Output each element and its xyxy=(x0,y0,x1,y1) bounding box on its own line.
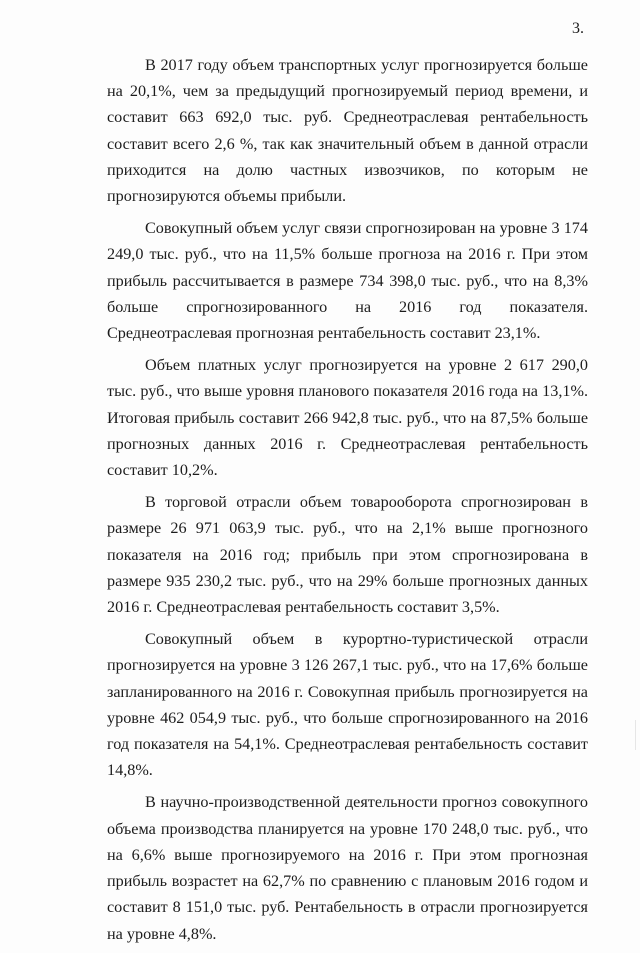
paragraph-transport: В 2017 году объем транспортных услуг прогнозируется больше на 20,1%, чем за предыдущий прогнозируемый период времени, и составит 663 692,0 тыс. руб. Среднеотраслевая рентабельность составит всего 2,6 %, так как значительный объем в данной отрасли приходится на долю частных извозчиков, по которым не прогнозируются объемы прибыли. xyxy=(107,56,588,206)
paragraph-communications: Совокупный объем услуг связи спрогнозирован на уровне 3 174 249,0 тыс. руб., что на 11,5% больше прогноза на 2016 г. При этом прибыль рассчитывается в размере 734 398,0 тыс. руб., что на 8,3% больше спрогнозированного на 2016 год показателя. Среднеотраслевая прогнозная рентабельность составит 23,1%. xyxy=(107,219,588,343)
paragraph-paid-services: Объем платных услуг прогнозируется на уровне 2 617 290,0 тыс. руб., что выше уровня планового показателя 2016 года на 13,1%. Итоговая прибыль составит 266 942,8 тыс. руб., что на 87,5% больше прогнозных данных 2016 г. Среднеотраслевая рентабельность составит 10,2%. xyxy=(107,356,588,480)
scan-artifact xyxy=(635,720,636,750)
paragraph-trade: В торговой отрасли объем товарооборота спрогнозирован в размере 26 971 063,9 тыс. руб., что на 2,1% выше прогнозного показателя на 2016 год; прибыль при этом спрогнозирована в размере 935 230,2 тыс. руб., что на 29% больше прогнозных данных 2016 г. Среднеотраслевая рентабельность составит 3,5%. xyxy=(107,493,588,617)
document-body xyxy=(107,52,588,953)
paragraph-tourism: Совокупный объем в курортно-туристической отрасли прогнозируется на уровне 3 126 267,1 тыс. руб., что на 17,6% больше запланированного на 2016 г. Совокупная прибыль прогнозируется на уровне 462 054,9 тыс. руб., что больше спрогнозированного на 2016 год показателя на 54,1%. Среднеотраслевая рентабельность составит 14,8%. xyxy=(107,630,588,780)
paragraph-science-production: В научно-производственной деятельности прогноз совокупного объема производства планируется на уровне 170 248,0 тыс. руб., что на 6,6% выше прогнозируемого на 2016 г. При этом прогнозная прибыль возрастет на 62,7% по сравнению с плановым 2016 годом и составит 8 151,0 тыс. руб. Рентабельность в отрасли прогнозируется на уровне 4,8%. xyxy=(107,793,588,943)
page-number: 3. xyxy=(572,20,584,37)
